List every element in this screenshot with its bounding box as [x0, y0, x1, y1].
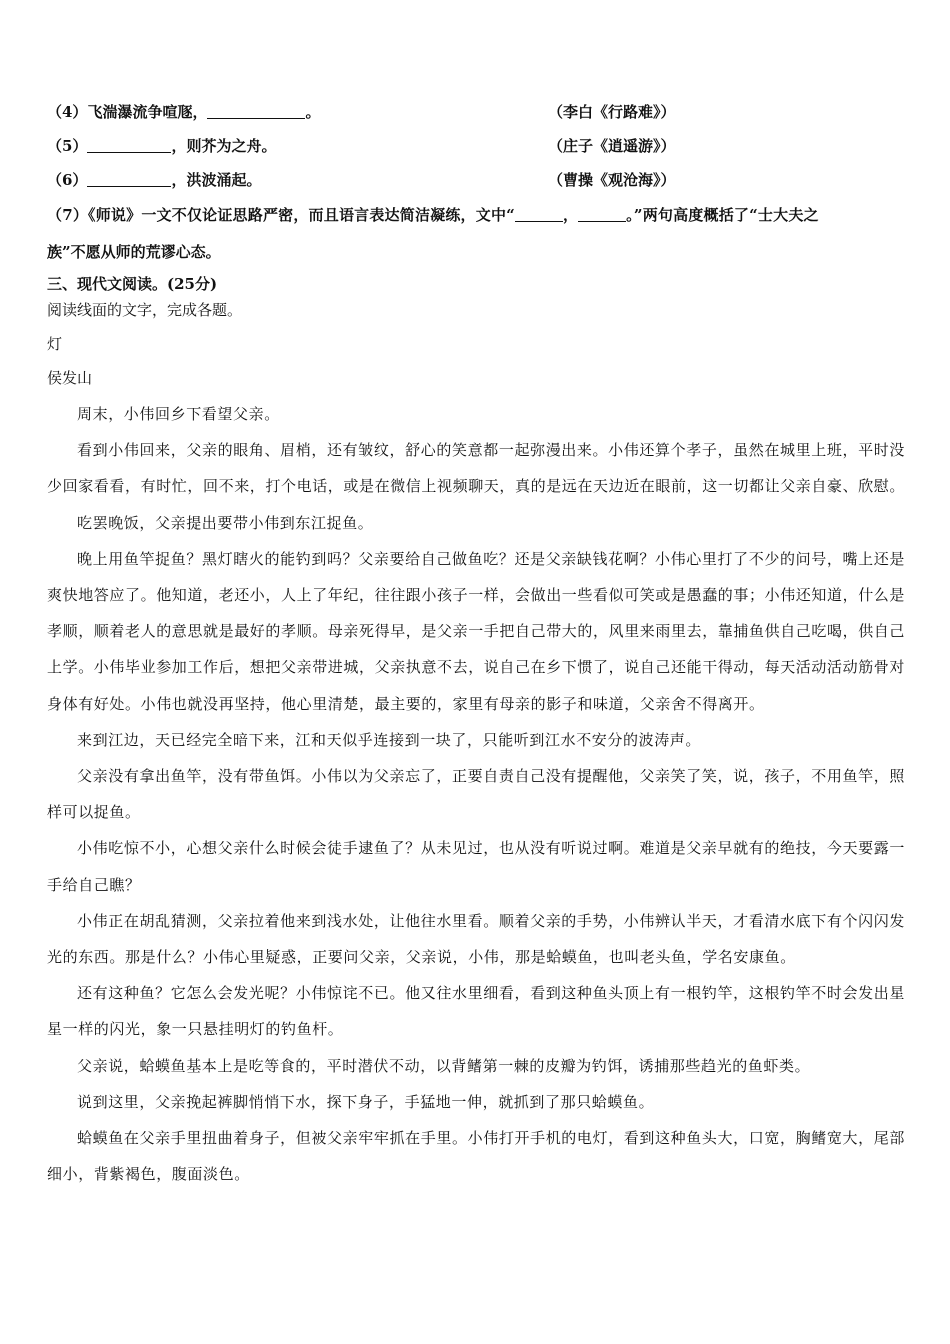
question-5-blank[interactable] — [87, 136, 171, 153]
question-5-source: （庄子《逍遥游》） — [548, 137, 676, 155]
question-4-source: （李白《行路难》） — [548, 103, 676, 121]
question-4-number: （4） — [47, 103, 88, 121]
question-7-separator: ， — [562, 206, 579, 224]
question-6-blank[interactable] — [87, 170, 171, 187]
article-title — [47, 332, 907, 356]
question-5-end: ，则芥为之舟。 — [171, 137, 277, 155]
article-paragraph: 看到小伟回来，父亲的眼角、眉梢，还有皱纹，舒心的笑意都一起弥漫出来。小伟还算个孝子，虽然在城里上班，平时没少回家看看，有时忙，回不来，打个电话，或是在微信上视频聊天，真的是远在天边近在眼前，这一切都让父亲自豪、欣慰。 — [47, 441, 906, 496]
question-6-number: （6） — [47, 171, 88, 189]
question-7-text-c: 族”不愿从师的荒谬心态。 — [47, 243, 221, 261]
question-5 — [47, 134, 907, 158]
article-paragraph: 吃罢晚饭，父亲提出要带小伟到东江捉鱼。 — [77, 513, 374, 532]
question-4-text: 飞湍瀑流争喧豗， — [87, 103, 208, 121]
question-7-text-b: 。”两句高度概括了“士大夫之 — [626, 206, 819, 224]
reading-instruction — [47, 298, 907, 322]
article-paragraph: 父亲没有拿出鱼竿，没有带鱼饵。小伟以为父亲忘了，正要自责自己没有提醒他，父亲笑了笑，说，孩子，不用鱼竿，照样可以捉鱼。 — [47, 767, 905, 822]
question-5-number: （5） — [47, 137, 88, 155]
article-paragraph: 父亲说，蛤蟆鱼基本上是吃等食的，平时潜伏不动，以背鳍第一棘的皮瓣为钓饵，诱捕那些趋光的鱼虾类。 — [77, 1056, 811, 1075]
question-4 — [47, 100, 907, 124]
article-paragraph: 周末，小伟回乡下看望父亲。 — [77, 405, 280, 423]
question-4-end: 。 — [305, 103, 321, 121]
section-title-text: 三、现代文阅读。(25分) — [47, 275, 218, 293]
article-author — [47, 366, 907, 390]
article-paragraph: 蛤蟆鱼在父亲手里扭曲着身子，但被父亲牢牢抓在手里。小伟打开手机的电灯，看到这种鱼头大，口宽，胸鳍宽大，尾部细小，背紫褐色，腹面淡色。 — [47, 1129, 905, 1184]
question-7-blank-1[interactable] — [515, 205, 563, 222]
reading-instruction-text: 阅读线面的文字，完成各题。 — [47, 301, 243, 319]
article-paragraph: 说到这里，父亲挽起裤脚悄悄下水，探下身子，手猛地一伸，就抓到了那只蛤蟆鱼。 — [77, 1092, 655, 1111]
question-4-blank[interactable] — [207, 102, 305, 119]
article-paragraph: 还有这种鱼？它怎么会发光呢？小伟惊诧不已。他又往水里细看，看到这种鱼头顶上有一根钓竿，这根钓竿不时会发出星星一样的闪光，象一只悬挂明灯的钓鱼杆。 — [47, 984, 905, 1039]
question-7-text-a: （7）《师说》一文不仅论证思路严密，而且语言表达简洁凝练，文中“ — [47, 206, 515, 224]
question-6 — [47, 168, 907, 192]
question-7-blank-2[interactable] — [578, 205, 626, 222]
article-paragraph: 小伟正在胡乱猜测，父亲拉着他来到浅水处，让他往水里看。顺着父亲的手势，小伟辨认半天，才看清水底下有个闪闪发光的东西。那是什么？小伟心里疑惑，正要问父亲，父亲说，小伟，那是蛤蟆鱼，也叫老头鱼，学名安康鱼。 — [47, 911, 905, 967]
article-title-text: 灯 — [47, 335, 63, 353]
question-6-source: （曹操《观沧海》） — [548, 171, 676, 189]
section-title — [47, 272, 907, 296]
article-paragraph: 小伟吃惊不小，心想父亲什么时候会徒手逮鱼了？从未见过，也从没有听说过啊。难道是父亲早就有的绝技，今天要露一手给自己瞧？ — [47, 839, 905, 894]
article-paragraph: 来到江边，天已经完全暗下来，江和天似乎连接到一块了，只能听到江水不安分的波涛声。 — [77, 730, 702, 749]
question-7-line-1 — [47, 203, 907, 227]
article-author-text: 侯发山 — [47, 369, 93, 387]
question-7-line-2 — [47, 240, 907, 264]
article-body — [47, 396, 905, 1192]
question-6-end: ，洪波涌起。 — [171, 171, 262, 189]
article-paragraph: 晚上用鱼竿捉鱼？黑灯瞎火的能钓到吗？父亲要给自己做鱼吃？还是父亲缺钱花啊？小伟心里打了不少的问号，嘴上还是爽快地答应了。他知道，老还小，人上了年纪，往往跟小孩子一样，会做出一些看似可笑或是愚蠢的事；小伟还知道，什么是孝顺，顺着老人的意思就是最好的孝顺。母亲死得早，是父亲一手把自己带大的，风里来雨里去，靠捕鱼供自己吃喝，供自己上学。小伟毕业参加工作后，想把父亲带进城，父亲执意不去，说自己在乡下惯了，说自己还能干得动，每天活动活动筋骨对身体有好处。小伟也就没再坚持，他心里清楚，最主要的，家里有母亲的影子和味道，父亲舍不得离开。 — [47, 549, 906, 713]
